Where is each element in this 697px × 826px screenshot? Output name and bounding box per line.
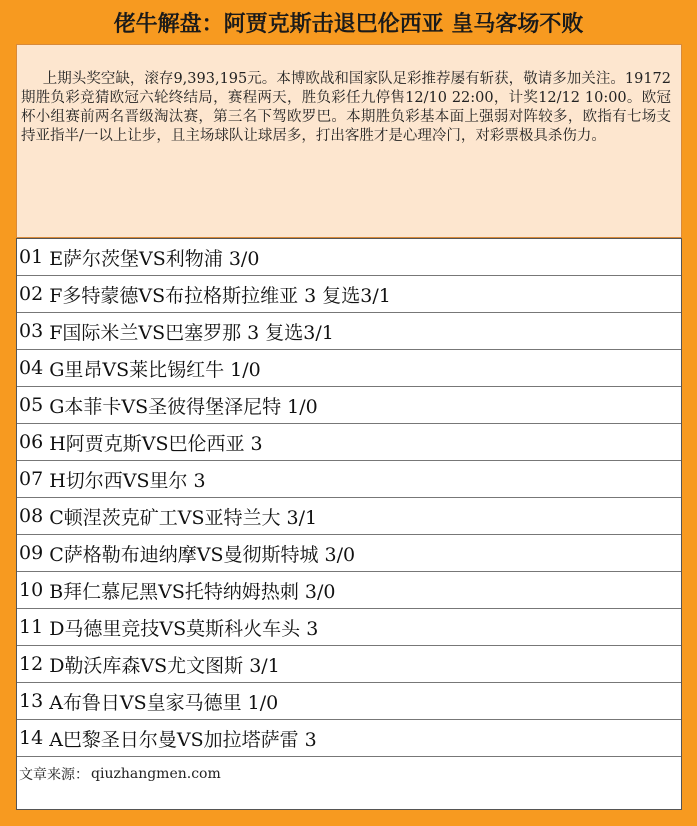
match-row [17, 720, 681, 757]
match-row [17, 609, 681, 646]
match-row [17, 239, 681, 276]
match-row [17, 350, 681, 387]
match-number: 08 [19, 505, 44, 527]
match-text: C萨格勒布迪纳摩VS曼彻斯特城 3/0 [49, 543, 356, 566]
match-number: 03 [19, 320, 44, 342]
match-text: D马德里竞技VS莫斯科火车头 3 [49, 617, 319, 640]
match-number: 05 [19, 394, 44, 416]
match-text: F国际米兰VS巴塞罗那 3 复选3/1 [49, 321, 334, 344]
match-text: C顿涅茨克矿工VS亚特兰大 3/1 [49, 506, 318, 529]
page-title: 佬牛解盘：阿贾克斯击退巴伦西亚 皇马客场不败 [113, 11, 584, 37]
match-number: 13 [19, 690, 44, 712]
match-row [17, 646, 681, 683]
match-row [17, 424, 681, 461]
match-number: 09 [19, 542, 44, 564]
match-text: G里昂VS莱比锡红牛 1/0 [49, 358, 261, 381]
match-text: A巴黎圣日尔曼VS加拉塔萨雷 3 [49, 728, 317, 751]
match-text: G本菲卡VS圣彼得堡泽尼特 1/0 [49, 395, 318, 418]
match-row [17, 461, 681, 498]
match-text: D勒沃库森VS尤文图斯 3/1 [49, 654, 280, 677]
match-row [17, 683, 681, 720]
match-row [17, 276, 681, 313]
match-row [17, 387, 681, 424]
match-number: 10 [19, 579, 44, 601]
match-number: 01 [19, 246, 44, 268]
source-label: 文章来源： [19, 766, 89, 783]
match-row [17, 498, 681, 535]
match-text: F多特蒙德VS布拉格斯拉维亚 3 复选3/1 [49, 284, 391, 307]
article-source [17, 757, 681, 790]
match-number: 06 [19, 431, 44, 453]
title-bar [0, 0, 697, 44]
intro-paragraph: 上期头奖空缺，滚存9,393,195元。本博欧战和国家队足彩推荐屡有斩获，敬请多加关注。19172期胜负彩竞猜欧冠六轮终结局，赛程两天，胜负彩任九停售12/10 22:00，计奖12/12 10:00。欧冠杯小组赛前两名晋级淘汰赛，第三名下驾欧罗巴。本期胜负彩基本面上强弱对阵较多，欧指有七场支持亚指半/一以上让步，且主场球队让球居多，打出客胜才是心理冷门，对彩票极具杀伤力。 [16, 44, 682, 238]
match-row [17, 572, 681, 609]
match-list [16, 238, 682, 810]
source-link[interactable]: qiuzhangmen.com [91, 765, 221, 782]
match-text: B拜仁慕尼黑VS托特纳姆热刺 3/0 [49, 580, 336, 603]
match-number: 04 [19, 357, 44, 379]
match-text: H切尔西VS里尔 3 [49, 469, 206, 492]
match-number: 02 [19, 283, 44, 305]
match-number: 12 [19, 653, 44, 675]
match-row [17, 535, 681, 572]
match-number: 14 [19, 727, 44, 749]
match-text: A布鲁日VS皇家马德里 1/0 [49, 691, 279, 714]
match-row [17, 313, 681, 350]
match-text: H阿贾克斯VS巴伦西亚 3 [49, 432, 263, 455]
match-number: 11 [19, 616, 44, 638]
match-text: E萨尔茨堡VS利物浦 3/0 [49, 247, 260, 270]
match-number: 07 [19, 468, 44, 490]
